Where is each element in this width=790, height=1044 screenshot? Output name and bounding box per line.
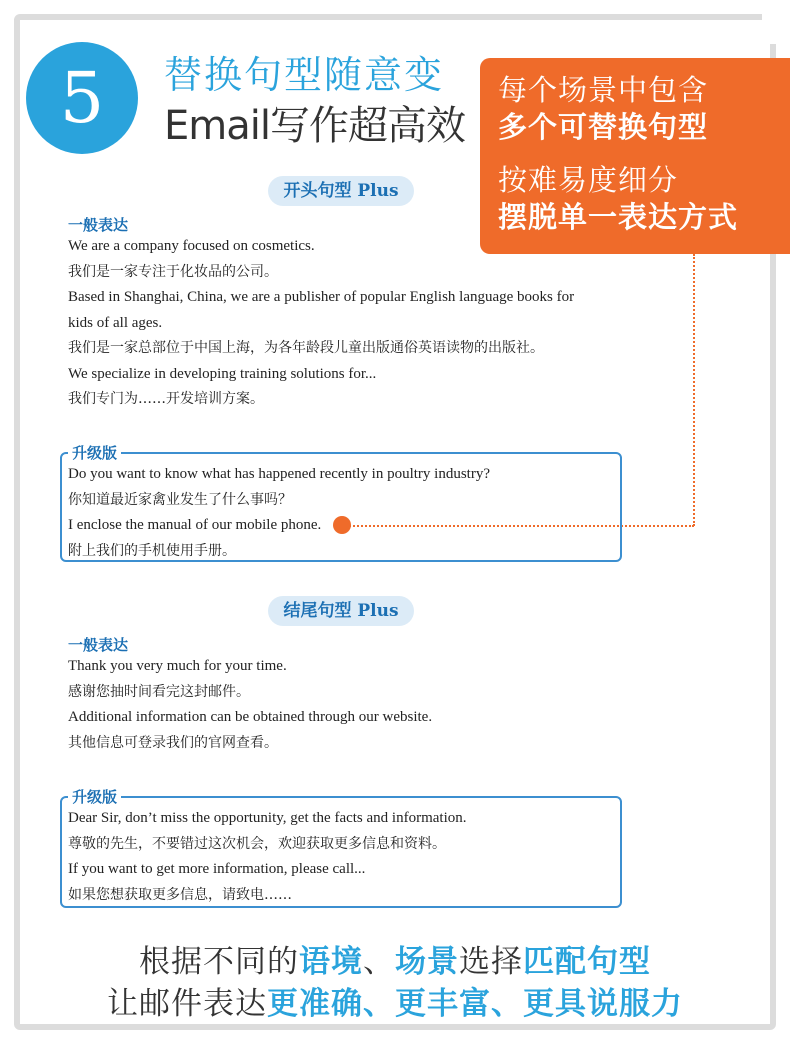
text-line: Do you want to know what has happened recently in poultry industry? (68, 466, 490, 482)
text-line: 我们是一家专注于化妆品的公司。 (68, 263, 278, 280)
callout-line-1: 每个场景中包含 (498, 73, 709, 107)
text-line: I enclose the manual of our mobile phone. (68, 517, 322, 533)
frame-notch (762, 14, 780, 44)
footer-highlight: 语境 (299, 944, 363, 980)
headline-primary: 替换句型随意变 (164, 53, 445, 97)
footer-line-2 (0, 978, 790, 1023)
callout-line-2: 多个可替换句型 (498, 110, 709, 144)
closing-upgrade-label: 升级版 (68, 786, 121, 807)
text-line: 感谢您抽时间看完这封邮件。 (68, 683, 250, 700)
footer-text: 让邮件表达 (107, 986, 267, 1022)
section-number-badge: 5 (26, 42, 138, 154)
text-line: 我们专门为……开发培训方案。 (68, 391, 264, 407)
opening-upgrade-label: 升级版 (68, 442, 121, 463)
closing-upgrade-box (60, 788, 622, 908)
opening-general-lines (68, 234, 628, 413)
feature-callout (480, 58, 790, 254)
text-line: kids of all ages. (68, 314, 163, 331)
footer-highlight: 匹配句型 (523, 944, 651, 980)
closing-upgrade-lines (68, 806, 616, 908)
text-line: We are a company focused on cosmetics. (68, 238, 315, 254)
text-line: 尊敬的先生，不要错过这次机会，欢迎获取更多信息和资料。 (68, 835, 446, 852)
text-line: 你知道最近家禽业发生了什么事吗？ (68, 491, 292, 508)
closing-pill: 结尾句型 Plus (268, 596, 414, 626)
callout-line-4: 摆脱单一表达方式 (498, 200, 739, 234)
opening-pill: 开头句型 Plus (268, 176, 414, 206)
text-line: Additional information can be obtained through our website. (68, 709, 433, 725)
opening-upgrade-lines (68, 462, 616, 564)
footer-highlight: 更准确、更丰富、更具说服力 (267, 986, 683, 1022)
text-line: If you want to get more information, please call... (68, 861, 366, 877)
callout-line-3: 按难易度细分 (498, 163, 679, 197)
footer-text: 选择 (459, 944, 523, 980)
text-line: 附上我们的手机使用手册。 (68, 542, 236, 559)
closing-general-label: 一般表达 (68, 636, 129, 654)
text-line: 我们是一家总部位于中国上海，为各年龄段儿童出版通俗英语读物的出版社。 (68, 340, 544, 356)
text-line: Based in Shanghai, China, we are a publisher of popular English language books for (68, 289, 575, 305)
footer-text: 、 (363, 944, 395, 980)
opening-upgrade-box (60, 444, 622, 562)
footer-line-1 (0, 936, 790, 981)
closing-general-lines (68, 654, 628, 756)
opening-general-label: 一般表达 (68, 216, 129, 234)
text-line: Thank you very much for your time. (68, 658, 287, 674)
text-line: 其他信息可登录我们的官网查看。 (68, 734, 278, 751)
text-line: 如果您想获取更多信息，请致电…… (68, 886, 292, 903)
footer-text: 根据不同的 (139, 944, 299, 980)
headline-secondary: Email写作超高效 (164, 103, 465, 149)
callout-connector-vertical (693, 254, 695, 526)
text-line: We specialize in developing training solutions for... (68, 365, 377, 382)
footer-highlight: 场景 (395, 944, 459, 980)
text-line: Dear Sir, don’t miss the opportunity, get the facts and information. (68, 810, 467, 826)
